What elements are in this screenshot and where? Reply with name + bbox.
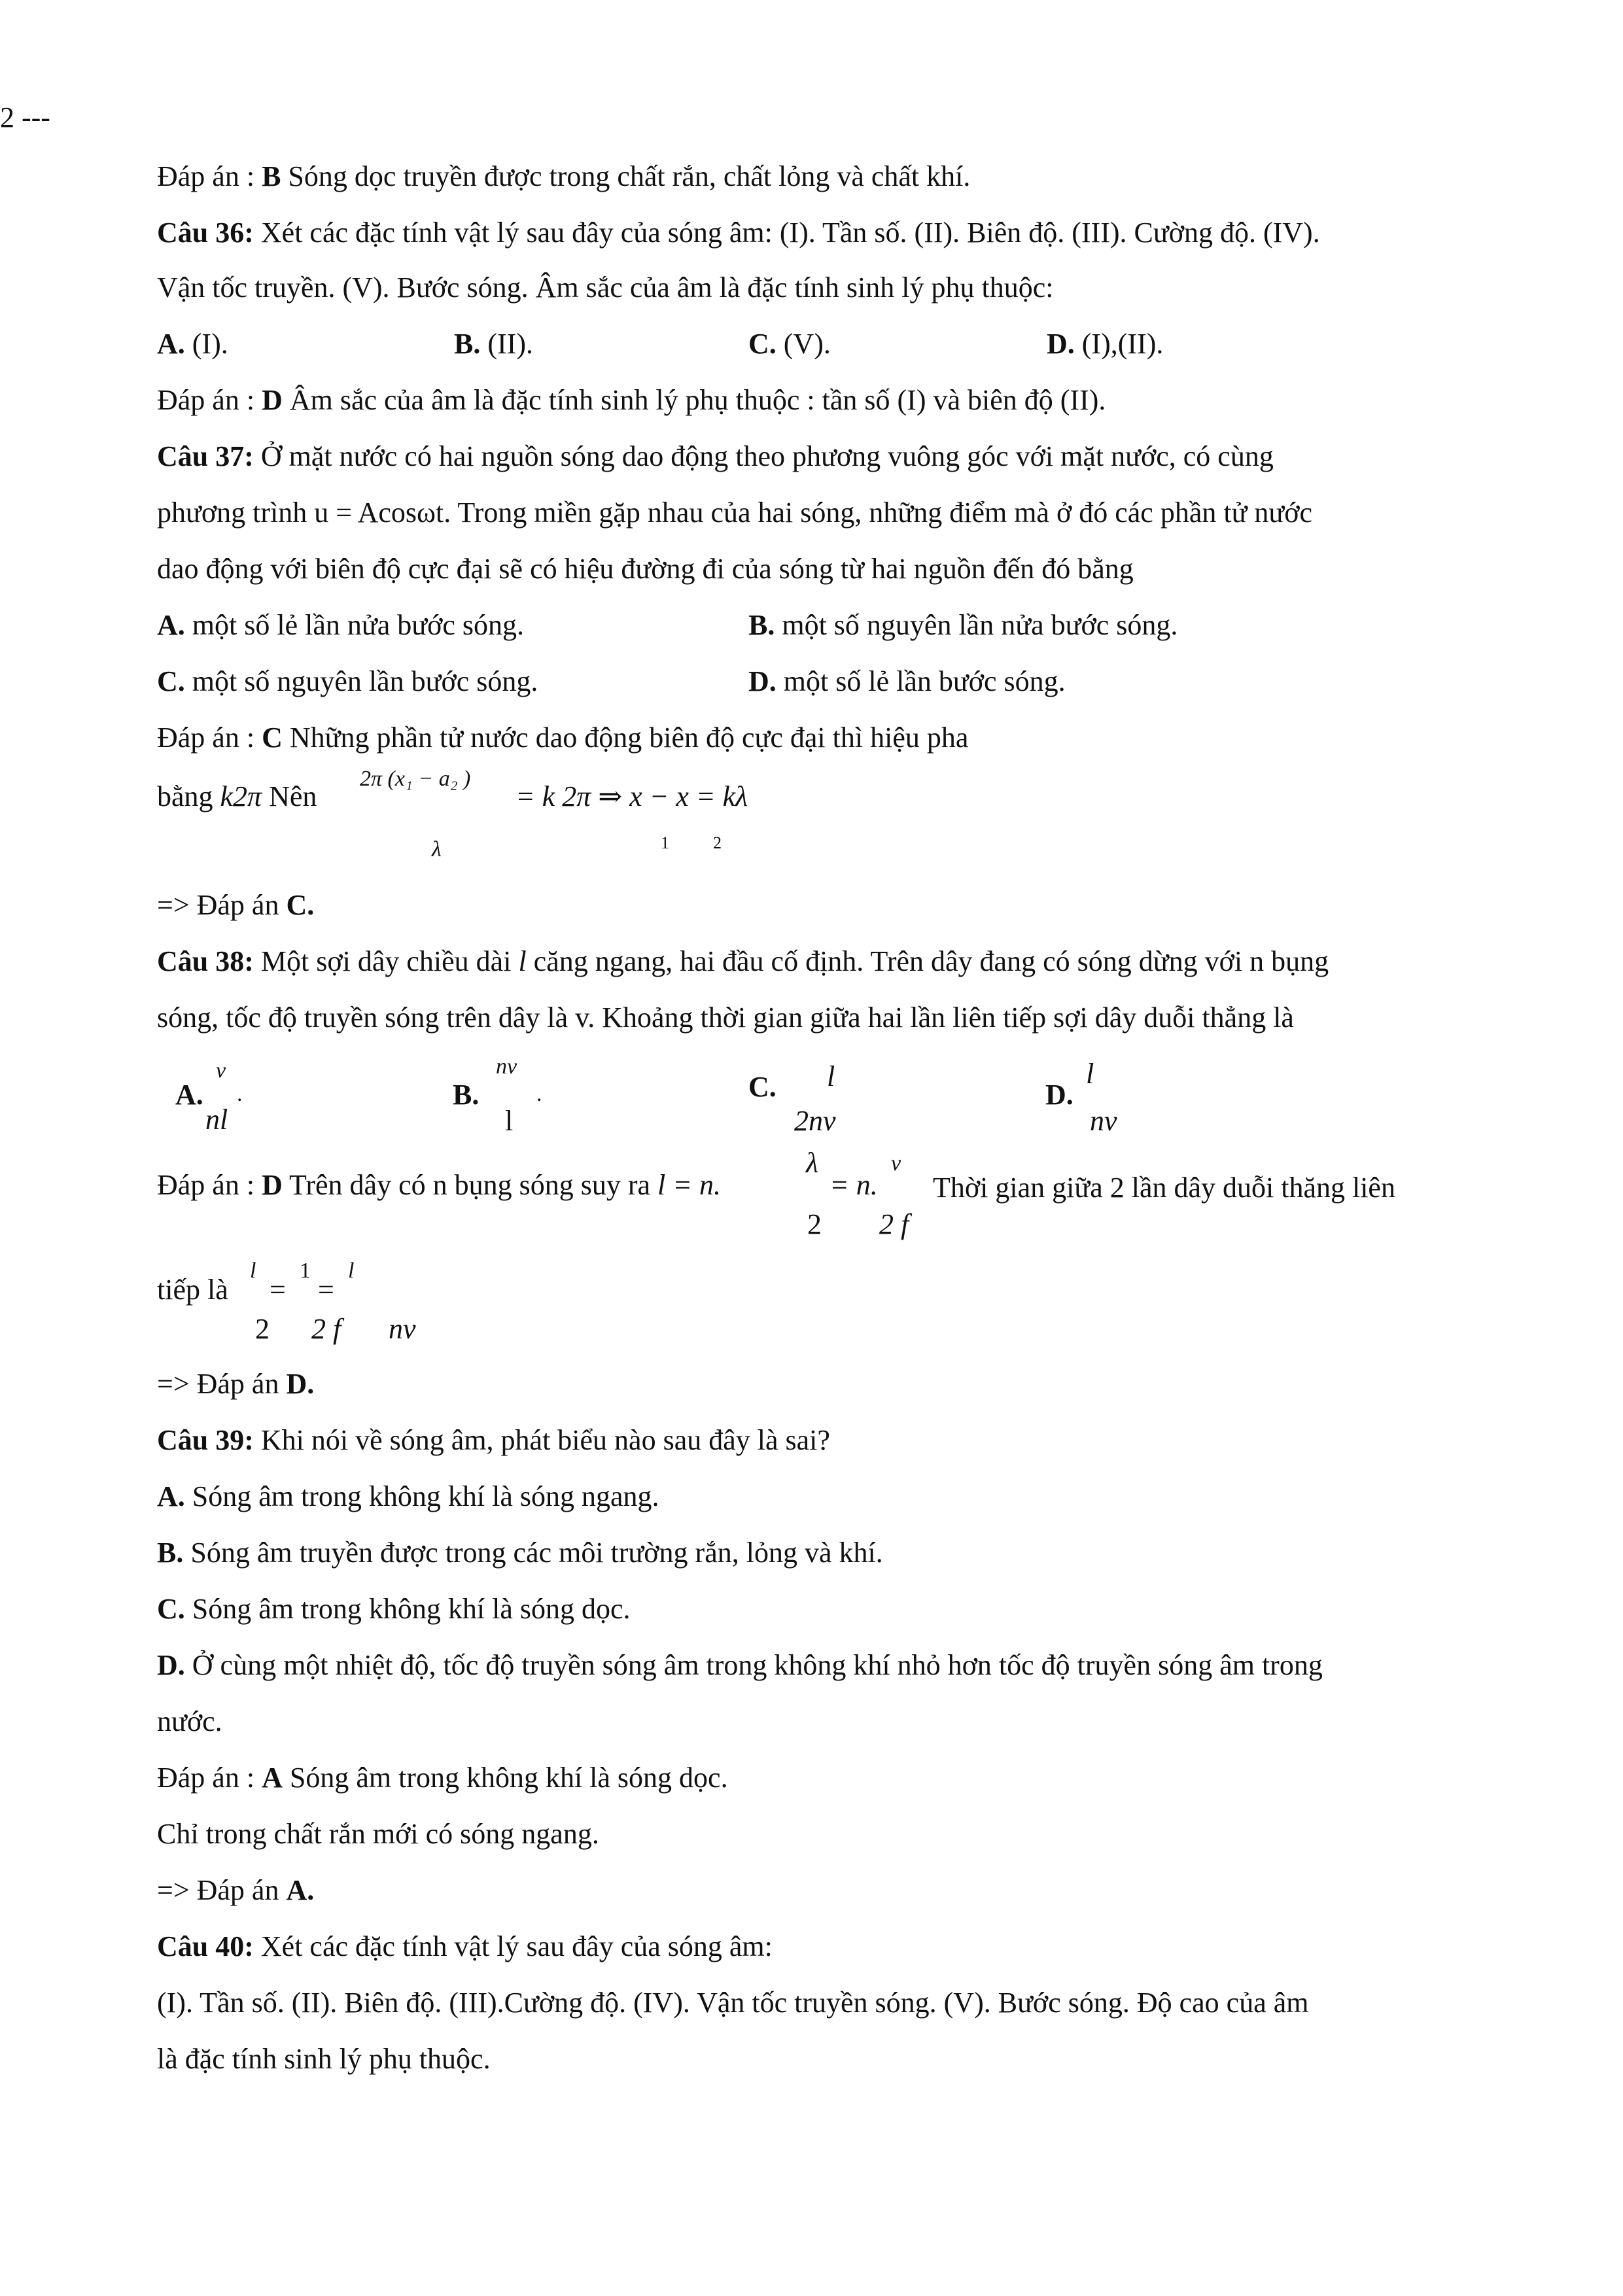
q37-option-b [748,611,1178,640]
q39-option-a [157,1482,659,1511]
option-letter: C. [748,328,777,360]
q38-option-b-num: nv [496,1054,517,1079]
question-variable: l [518,945,527,977]
q37-question-line-1 [157,442,1274,471]
page-marker: 2 --- [0,101,50,133]
option-text: một số nguyên lần bước sóng. [184,665,538,697]
q35-answer [157,162,970,191]
formula-numerator: 2π (x₁ − a₂ ) [360,767,471,791]
q36-option-c [748,330,831,358]
conclusion-letter: D. [286,1368,315,1400]
answer-letter: D [262,1169,283,1201]
conclusion-letter: A. [286,1874,315,1906]
q39-conclusion [157,1876,314,1905]
formula-lambda: λ [432,837,442,861]
conclusion-prefix: => Đáp án [157,1368,287,1400]
option-letter: C. [157,665,185,697]
time-eq-1: = [270,1274,286,1306]
q37-conclusion [157,891,314,920]
q38-option-d-num: l [1086,1058,1094,1090]
option-letter: B. [748,609,775,641]
answer-text: Sóng âm trong không khí là sóng dọc. [282,1762,728,1794]
question-label: Câu 38: [157,945,254,977]
option-letter: C. [157,1593,185,1625]
q37-option-a [157,611,524,640]
question-text: Xét các đặc tính vật lý sau đây của sóng âm: (I). Tần số. (II). Biên độ. (III). Cường độ. (IV). [253,217,1320,249]
answer-text: Sóng dọc truyền được trong chất rắn, chất lỏng và chất khí. [281,160,971,192]
conclusion-prefix: => Đáp án [157,1874,287,1906]
q39-answer [157,1764,728,1792]
question-label: Câu 40: [157,1930,254,1962]
option-text: Sóng âm truyền được trong các môi trường rắn, lỏng và khí. [183,1537,883,1569]
question-label: Câu 36: [157,217,254,249]
equation-v: v [891,1151,901,1175]
answer-text: Âm sắc của âm là đặc tính sinh lý phụ thuộc : tần số (I) và biên độ (II). [282,384,1106,416]
q38-question-line-2: sóng, tốc độ truyền sóng trên dây là v. Khoảng thời gian giữa hai lần liên tiếp sợi dây duỗi thẳng là [157,1001,1294,1034]
formula-k2pi: k2π [220,780,262,812]
time-den-1: 2 [255,1313,270,1345]
option-letter: A. [157,609,185,641]
equation-2f: 2 f [879,1208,909,1240]
formula-subscript-2: 2 [713,833,722,852]
option-text: Sóng âm trong không khí là sóng dọc. [184,1593,631,1625]
q38-option-c-letter: C. [748,1071,777,1103]
q36-option-b [454,330,533,358]
answer-prefix: Đáp án : [157,1169,262,1201]
answer-letter: C [262,722,283,754]
answer-text: Trên dây có n bụng sóng suy ra [282,1169,658,1201]
q37-option-c [157,667,538,696]
q38-question-line-1 [157,947,1329,976]
equation-l: l = n. [657,1169,721,1201]
q39-option-b [157,1539,883,1567]
q38-option-c-den: 2nv [794,1105,836,1137]
q39-option-c [157,1595,631,1624]
time-den-3: nv [389,1313,416,1345]
question-label: Câu 39: [157,1424,254,1456]
q38-conclusion [157,1370,314,1399]
option-text: (I),(II). [1074,328,1164,360]
q38-option-a-den: nl [205,1104,228,1136]
option-text: một số lẻ lần nửa bước sóng. [184,609,525,641]
formula-text: Nên [262,780,317,812]
q36-question-line-2: Vận tốc truyền. (V). Bước sóng. Âm sắc của âm là đặc tính sinh lý phụ thuộc: [157,271,1054,304]
equation-lambda: λ [806,1147,819,1179]
formula-rhs: = k 2π ⇒ x − x = kλ [515,780,748,812]
q38-option-b-den: l [505,1105,514,1137]
question-text: Khi nói về sóng âm, phát biểu nào sau đây là sai? [253,1424,830,1456]
q39-question-line-1 [157,1426,830,1455]
option-letter: D. [157,1649,185,1681]
option-text: (V). [776,328,831,360]
conclusion-letter: C. [286,889,315,921]
q37-question-line-2: phương trình u = Acosωt. Trong miền gặp nhau của hai sóng, những điểm mà ở đó các phần tử nước [157,496,1313,529]
q38-option-a-num: v [216,1058,226,1083]
q38-tiep-la: tiếp là [157,1274,228,1306]
answer-prefix: Đáp án : [157,1762,262,1794]
q40-question-line-3: là đặc tính sinh lý phụ thuộc. [157,2043,491,2075]
q38-option-a-tail: . [237,1082,243,1106]
option-text: (I). [184,328,228,360]
q38-option-b-tail: . [536,1082,542,1106]
answer-letter: B [262,160,281,192]
time-num-3: l [348,1259,355,1283]
answer-prefix: Đáp án : [157,384,262,416]
q36-option-d [1047,330,1163,358]
q37-answer [157,723,968,752]
formula-subscript-1: 1 [661,833,669,852]
answer-text: Những phần tử nước dao động biên độ cực đại thì hiệu pha [282,722,969,754]
answer-prefix: Đáp án : [157,160,262,192]
q39-option-d-cont: nước. [157,1705,222,1737]
q39-answer-note: Chỉ trong chất rắn mới có sóng ngang. [157,1818,599,1850]
q38-option-c-num: l [827,1060,835,1092]
time-den-2: 2 f [311,1313,341,1345]
q37-question-line-3: dao động với biên độ cực đại sẽ có hiệu đường đi của sóng từ hai nguồn đến đó bằng [157,553,1134,585]
q38-option-d-den: nv [1090,1105,1117,1137]
q38-answer-tail: Thời gian giữa 2 lần dây duỗi thăng liên [933,1172,1395,1204]
option-text: Sóng âm trong không khí là sóng ngang. [184,1480,659,1512]
q39-option-d [157,1651,1323,1680]
equation-eq-n: = n. [829,1169,878,1201]
q38-answer [157,1171,721,1200]
option-letter: A. [157,1480,185,1512]
answer-prefix: Đáp án : [157,722,262,754]
q38-option-d-letter: D. [1045,1079,1073,1111]
option-letter: D. [1047,328,1075,360]
option-text: một số lẻ lần bước sóng. [776,665,1066,697]
question-text: căng ngang, hai đầu cố định. Trên dây đang có sóng dừng với n bụng [526,945,1329,977]
option-text: (II). [480,328,533,360]
option-letter: D. [748,665,777,697]
q38-option-b-letter: B. [453,1079,480,1111]
question-text: Xét các đặc tính vật lý sau đây của sóng âm: [253,1930,773,1962]
question-text: Một sợi dây chiều dài [253,945,519,977]
q36-answer [157,386,1106,415]
option-letter: B. [157,1537,184,1569]
q40-question-line-2: (I). Tần số. (II). Biên độ. (III).Cường độ. (IV). Vận tốc truyền sóng. (V). Bước sóng. Độ cao của âm [157,1987,1309,2019]
q36-option-a [157,330,228,358]
formula-text: bằng [157,780,220,812]
conclusion-prefix: => Đáp án [157,889,287,921]
option-text: Ở cùng một nhiệt độ, tốc độ truyền sóng âm trong không khí nhỏ hơn tốc độ truyền sóng âm trong [184,1649,1323,1681]
option-text: một số nguyên lần nửa bước sóng. [775,609,1178,641]
answer-letter: D [262,384,283,416]
equation-two: 2 [807,1208,822,1240]
time-eq-2: = [318,1274,334,1306]
q40-question-line-1 [157,1932,773,1961]
option-letter: B. [454,328,481,360]
question-text: Ở mặt nước có hai nguồn sóng dao động theo phương vuông góc với mặt nước, có cùng [253,440,1274,472]
q37-option-d [748,667,1066,696]
question-label: Câu 37: [157,440,254,472]
q38-option-a-letter: A. [175,1079,203,1111]
q36-question-line-1 [157,218,1320,247]
answer-letter: A [262,1762,283,1794]
time-num-2: 1 [300,1259,311,1283]
q37-formula-prefix [157,782,317,811]
time-num-1: l [250,1259,256,1283]
option-letter: A. [157,328,185,360]
